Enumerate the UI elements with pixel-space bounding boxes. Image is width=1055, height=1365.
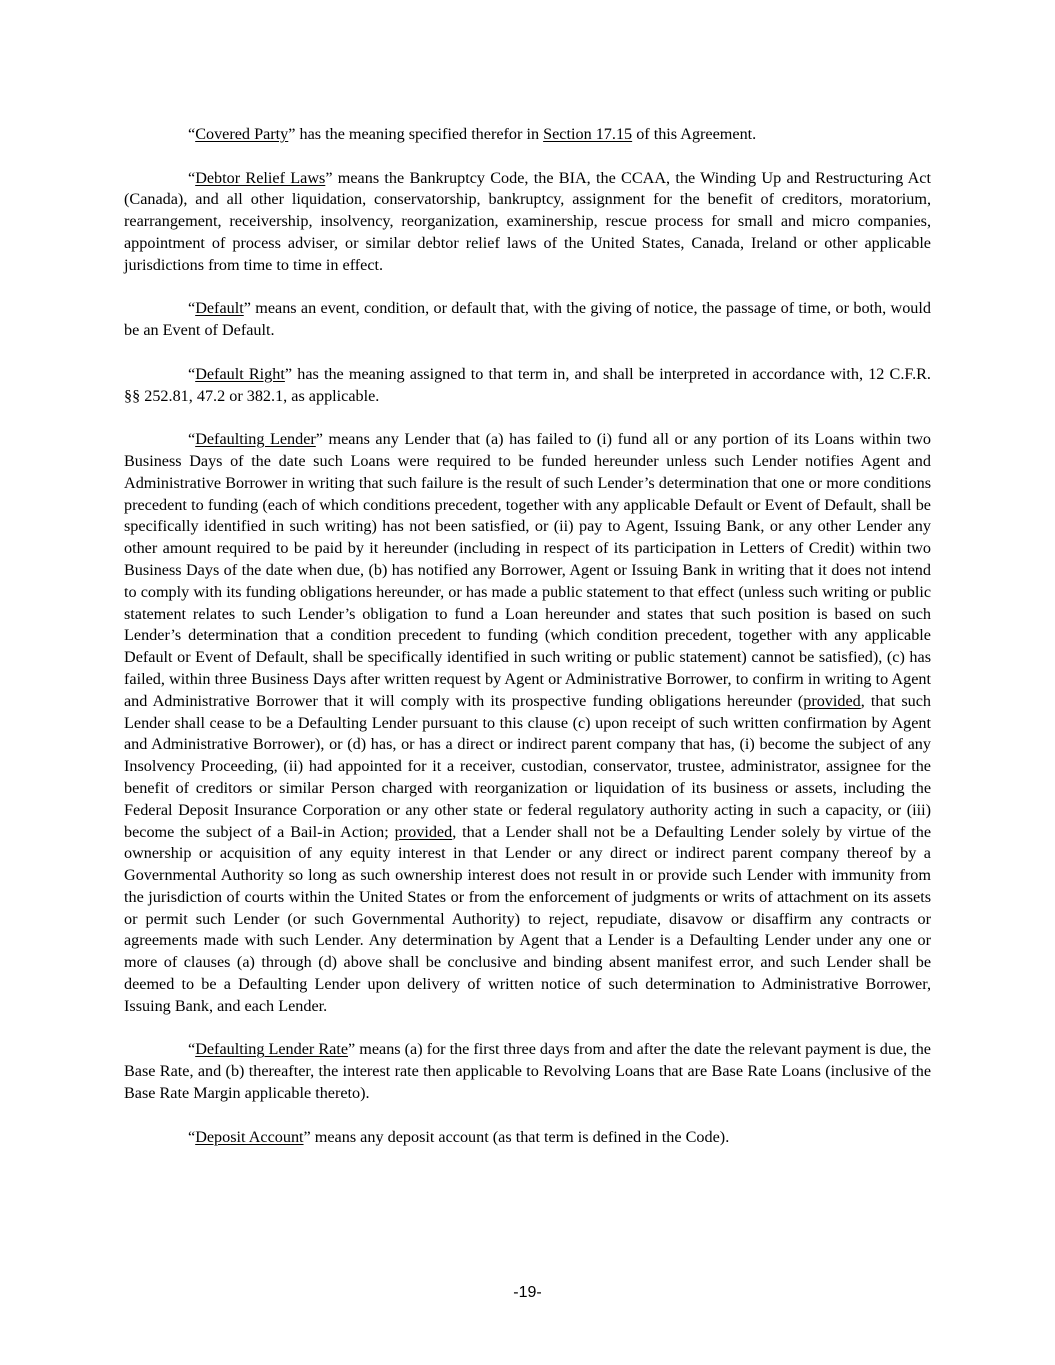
definition-text: ” has the meaning assigned to that term in, and shall be interpreted in accordance with, 12 C.F.R. §§ 252.81, 47.2 or 382.1, as applicable. <box>124 364 931 405</box>
definition-text: ” has the meaning specified therefor in <box>288 125 544 143</box>
provided-emphasis: provided <box>803 691 861 710</box>
definition-default-right <box>124 364 931 408</box>
definition-text: , that a Lender shall not be a Defaulting Lender solely by virtue of the ownership or acquisition of any equity interest in that Lender or any direct or indirect parent company thereof by a Governmental Authority so long as such ownership interest does not result in or provide such Lender with immunity from the jurisdiction of courts within the United States or from the enforcement of judgments or writs of attachment on its assets or permit such Lender (or such Governmental Authority) to reject, repudiate, disavow or disaffirm any contracts or agreements made with such Lender. Any determination by Agent that a Lender is a Defaulting Lender under any one or more of clauses (a) through (d) above shall be conclusive and binding absent manifest error, and such Lender shall be deemed to be a Defaulting Lender upon delivery of written notice of such determination to Administrative Borrower, Issuing Bank, and each Lender. <box>124 822 931 1015</box>
page-number: -19- <box>513 1284 542 1301</box>
definition-text: ” means (a) for the first three days from and after the date the relevant payment is due, the Base Rate, and (b) thereafter, the interest rate then applicable to Revolving Loans that are Base Rate Loans (inclusive of the Base Rate Margin applicable thereto). <box>124 1040 931 1103</box>
definition-default <box>124 298 931 342</box>
provided-emphasis: provided <box>394 822 453 841</box>
open-quote: “ <box>188 364 196 383</box>
defined-term: Default Right <box>195 364 285 383</box>
definition-text: ” means any Lender that (a) has failed to (i) fund all or any portion of its Loans within two Business Days of the date such Loans were required to be funded hereunder unless such Lender notifies Agent and Administrative Borrower in writing that such failure is the result of such Lender’s determination that one or more conditions precedent to funding (each of which conditions precedent, together with any applicable Default or Event of Default, shall be specifically identified in such writing) has not been satisfied, or (ii) pay to Agent, Issuing Bank, or any other Lender any other amount required to be paid by it hereunder (including in respect of its participation in Letters of Credit) within two Business Days of the date when due, (b) has notified any Borrower, Agent or Issuing Bank in writing that it does not intend to comply with its funding obligations hereunder, or has made a public statement to that effect (unless such writing or public statement relates to such Lender’s obligation to fund a Loan hereunder and states that such position is based on such Lender’s determination that a condition precedent to funding (which condition precedent, together with any applicable Default or Event of Default, shall be specifically identified in such writing or public statement) cannot be satisfied), (c) has failed, within three Business Days after written request by Agent or Administrative Borrower, to confirm in writing to Agent and Administrative Borrower that it will comply with its prospective funding obligations hereunder ( <box>124 430 931 710</box>
defined-term: Default <box>195 299 244 318</box>
open-quote: “ <box>188 168 196 187</box>
definition-deposit-account <box>124 1127 931 1149</box>
open-quote: “ <box>188 430 196 449</box>
definition-text: ” means the Bankruptcy Code, the BIA, the CCAA, the Winding Up and Restructuring Act (Canada), and all other liquidation, conservatorship, bankruptcy, assignment for the benefit of creditors, moratorium, rearrangement, receivership, insolvency, reorganization, examinership, rescue process for small and micro companies, appointment of process adviser, or similar debtor relief laws of the United States, Canada, Ireland or other applicable jurisdictions from time to time in effect. <box>124 168 931 274</box>
definition-debtor-relief-laws <box>124 168 931 277</box>
open-quote: “ <box>188 1040 196 1059</box>
defined-term: Defaulting Lender Rate <box>195 1040 349 1059</box>
definition-text: ” means any deposit account (as that term is defined in the Code). <box>303 1127 730 1146</box>
definition-text: ” means an event, condition, or default that, with the giving of notice, the passage of time, or both, would be an Event of Default. <box>124 299 931 340</box>
definition-covered-party <box>124 124 931 146</box>
definition-defaulting-lender <box>124 429 931 1018</box>
definition-text: of this Agreement. <box>632 125 757 143</box>
definition-text: , that such Lender shall cease to be a Defaulting Lender pursuant to this clause (c) upon receipt of such written confirmation by Agent and Administrative Borrower), or (d) has, or has a direct or indirect parent company that has, (i) become the subject of any Insolvency Proceeding, (ii) had appointed for it a receiver, custodian, conservator, trustee, administrator, assignee for the benefit of creditors or similar Person charged with reorganization or liquidation of its business or assets, including the Federal Deposit Insurance Corporation or any other state or federal regulatory authority acting in such a capacity, or (iii) become the subject of a Bail-in Action; <box>124 691 931 841</box>
document-body <box>124 124 931 1170</box>
defined-term: Defaulting Lender <box>195 430 316 449</box>
open-quote: “ <box>188 299 196 318</box>
open-quote: “ <box>188 1127 196 1146</box>
defined-term: Deposit Account <box>195 1127 304 1146</box>
section-reference: Section 17.15 <box>543 125 633 143</box>
defined-term: Debtor Relief Laws <box>195 168 326 187</box>
definition-defaulting-lender-rate <box>124 1039 931 1104</box>
open-quote: “ <box>188 125 196 143</box>
defined-term: Covered Party <box>195 125 289 143</box>
